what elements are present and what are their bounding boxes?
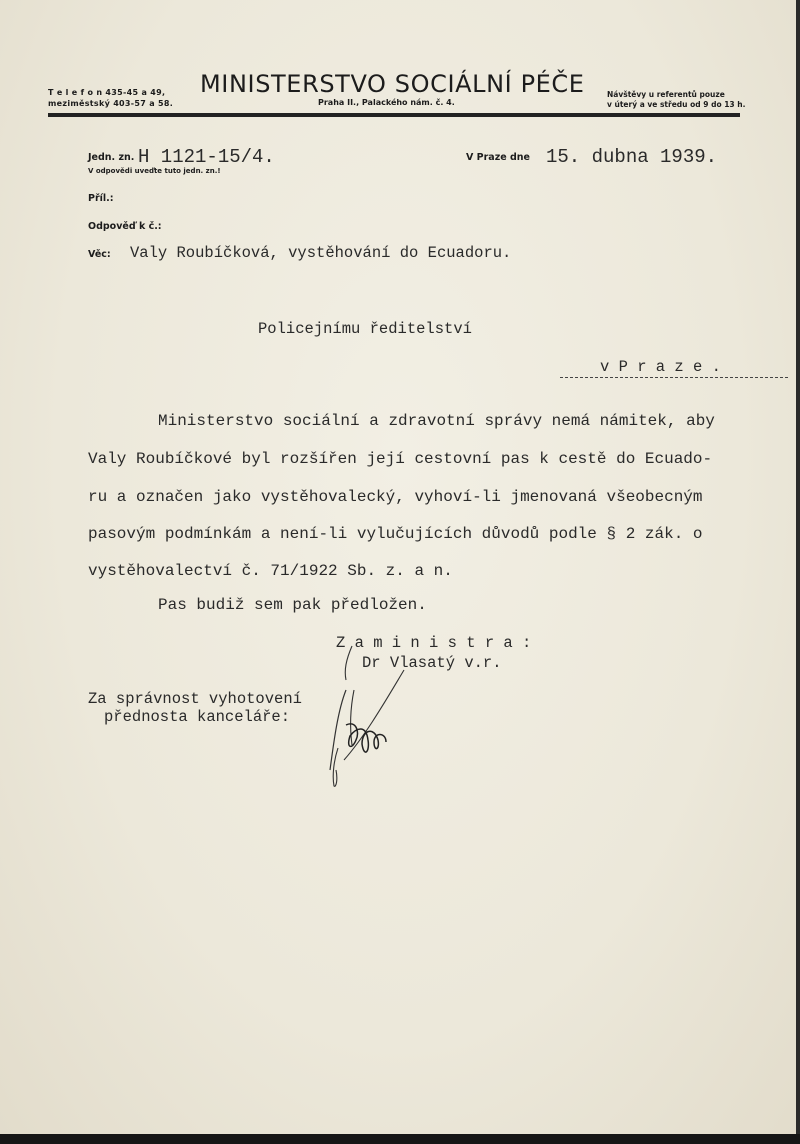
addressee-line-2: v P r a z e . (600, 358, 721, 376)
jedn-label: Jedn. zn. (88, 152, 135, 163)
date-value: 15. dubna 1939. (546, 146, 718, 168)
phone-info (48, 87, 173, 109)
visiting-hours (607, 90, 745, 110)
body-line-2: Valy Roubíčkové byl rozšířen její cestovní pas k cestě do Ecuado- (88, 450, 713, 468)
body-closing: Pas budiž sem pak předložen. (158, 596, 427, 614)
jedn-value: H 1121-15/4. (138, 146, 275, 168)
scan-edge-bottom (0, 1134, 800, 1144)
addressee-line-1: Policejnímu ředitelství (258, 320, 472, 338)
phone-line-1: T e l e f o n 435-45 a 49, (48, 88, 166, 97)
visits-line-2: v úterý a ve středu od 9 do 13 h. (607, 100, 746, 109)
ministry-address: Praha II., Palackého nám. č. 4. (318, 98, 455, 107)
ministry-title: MINISTERSTVO SOCIÁLNÍ PÉČE (200, 70, 585, 98)
body-line-3: ru a označen jako vystěhovalecký, vyhoví-li jmenovaná všeobecným (88, 488, 703, 506)
handwritten-signature (316, 640, 426, 790)
addressee-underline (560, 377, 788, 378)
correctness-line-1: Za správnost vyhotovení (88, 690, 302, 708)
za-ministra: Z a m i n i s t r a : (336, 634, 532, 652)
body-line-5: vystěhovalectví č. 71/1922 Sb. z. a n. (88, 562, 453, 580)
signer-name: Dr Vlasatý v.r. (362, 654, 502, 672)
correctness-line-2: přednosta kanceláře: (104, 708, 291, 726)
visits-line-1: Návštěvy u referentů pouze (607, 90, 725, 99)
phone-line-2: meziměstský 403-57 a 58. (48, 99, 174, 108)
vec-label: Věc: (88, 249, 111, 260)
body-line-1: Ministerstvo sociální a zdravotní správy nemá námitek, aby (158, 412, 715, 430)
odpoved-label: Odpověď k č.: (88, 221, 162, 232)
body-line-4: pasovým podmínkám a není-li vylučujících důvodů podle § 2 zák. o (88, 525, 703, 543)
pril-label: Příl.: (88, 193, 114, 204)
jedn-note: V odpovědi uveďte tuto jedn. zn.! (88, 167, 221, 175)
date-label: V Praze dne (466, 152, 531, 163)
vec-value: Valy Roubíčková, vystěhování do Ecuadoru. (130, 244, 512, 262)
scan-edge-right (796, 0, 800, 1144)
letterhead-rule (48, 113, 740, 117)
